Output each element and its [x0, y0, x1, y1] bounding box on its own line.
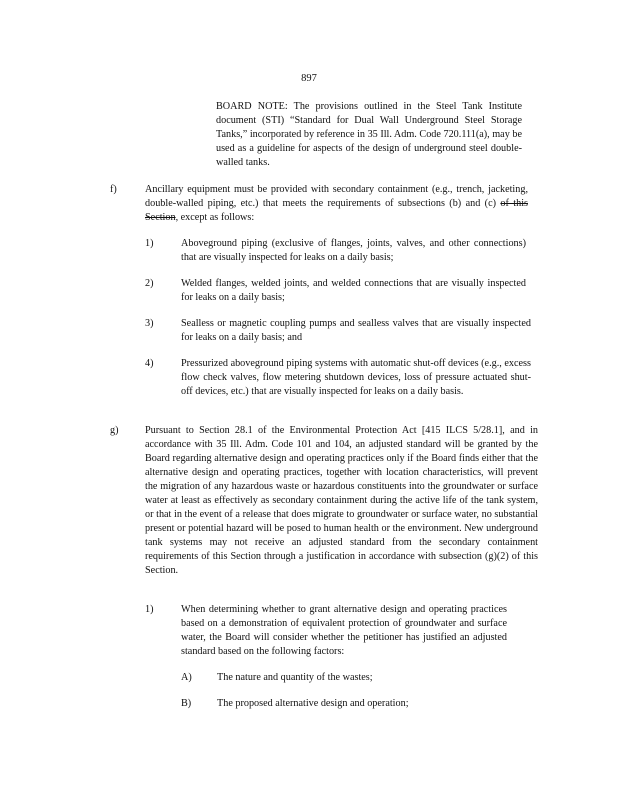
- section-f-item-text: Pressurized aboveground piping systems with automatic shut-off devices (e.g., excess flow check valves, flow metering shutdown devices, loss of pressure actuated shut-off devices, etc.) that are visually inspected for leaks on a daily basis.: [181, 358, 531, 397]
- section-g-text: Pursuant to Section 28.1 of the Environmental Protection Act [415 ILCS 5/28.1], and in accordance with 35 Ill. Adm. Code 101 and 104, an adjusted standard will be granted by the Board regarding alternative design and operating practices only if the Board finds either that the alternative design and operating practices, together with location characteristics, will prevent the migration of any hazardous waste or hazardous constituents into the groundwater or surface water at least as effectively as secondary containment during the active life of the tank system, or that in the event of a release that does migrate to groundwater or surface water, no substantial present or potential hazard will be posed to human health or the environment. New underground tank systems may not receive an adjusted standard from the secondary containment requirements of this Section through a justification in accordance with subsection (g)(2) of this Section.: [145, 425, 538, 576]
- section-f-item-text: Welded flanges, welded joints, and welded connections that are visually inspected for leaks on a daily basis;: [181, 278, 526, 303]
- section-g-subitem-label: A): [181, 672, 192, 683]
- section-f-item-label: 3): [145, 318, 154, 329]
- page-number: 897: [301, 73, 317, 84]
- section-f-text-before: Ancillary equipment must be provided with secondary containment (e.g., trench, jacketing, double-walled piping, etc.) that meets the requirements of subsections (b) and (c): [145, 184, 528, 209]
- section-f-item-text: Sealless or magnetic coupling pumps and sealless valves that are visually inspected for leaks on a daily basis; and: [181, 318, 531, 343]
- section-g-subitem-text: The nature and quantity of the wastes;: [217, 672, 373, 683]
- section-g-item-label: 1): [145, 604, 154, 615]
- section-f-item-label: 2): [145, 278, 154, 289]
- section-f-struck-text: of this Section: [145, 198, 528, 223]
- section-f-item-label: 1): [145, 238, 154, 249]
- section-f-item-text: Aboveground piping (exclusive of flanges, joints, valves, and other connections) that are visually inspected for leaks on a daily basis;: [181, 238, 526, 263]
- section-g-subitem-label: B): [181, 698, 192, 709]
- section-g-subitem-text: The proposed alternative design and operation;: [217, 698, 409, 709]
- section-f-label: f): [110, 184, 117, 195]
- section-g-label: g): [110, 425, 119, 436]
- section-g-item-text: When determining whether to grant alternative design and operating practices based on a demonstration of equivalent protection of groundwater and surface water, the Board will consider whether the petitioner has justified an adjusted standard based on the following factors:: [181, 604, 507, 657]
- board-note: BOARD NOTE: The provisions outlined in the Steel Tank Institute document (STI) “Standard for Dual Wall Underground Steel Storage Tanks,” incorporated by reference in 35 Ill. Adm. Code 720.111(a), may be used as a guideline for aspects of the design of underground steel double-walled tanks.: [216, 101, 522, 168]
- section-f-text: [145, 183, 528, 225]
- section-f-text-after: , except as follows:: [175, 212, 255, 223]
- section-f-item-label: 4): [145, 358, 154, 369]
